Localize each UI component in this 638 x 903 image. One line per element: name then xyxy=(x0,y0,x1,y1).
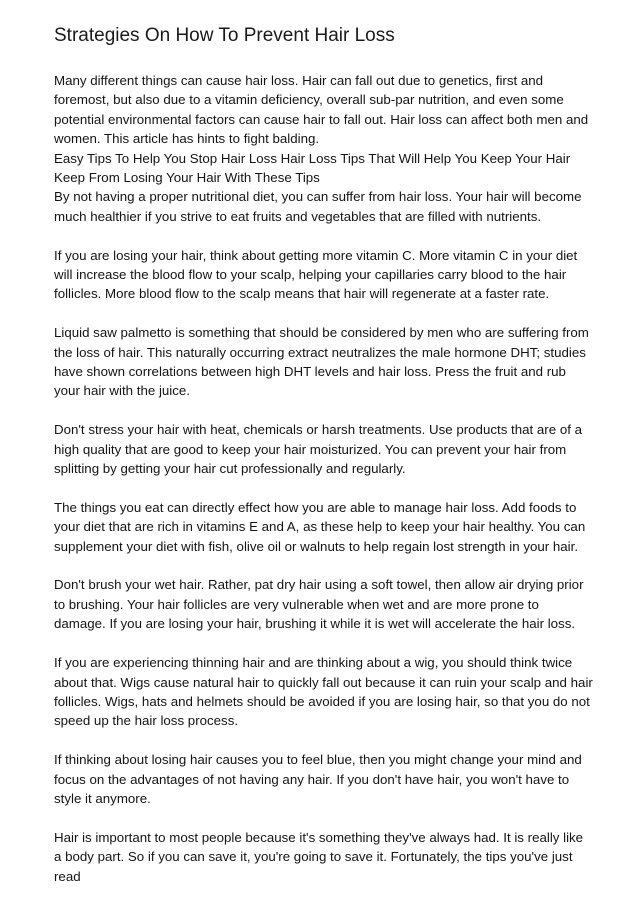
paragraph-gap xyxy=(54,731,594,750)
body-paragraph: Hair is important to most people because it's something they've always had. It is really like a body part. So if you can save it, you're going to save it. Fortunately, the tips you've just read xyxy=(54,829,584,884)
document-title: Strategies On How To Prevent Hair Loss xyxy=(54,25,395,46)
paragraph-gap xyxy=(54,401,594,420)
body-paragraph: The things you eat can directly effect how you are able to manage hair loss. Add foods to your diet that are rich in vitamins E and A, as these help to keep your hair healthy. You can supplement your diet with fish, olive oil or walnuts to help regain lost strength in your hair. xyxy=(54,499,586,554)
paragraph-gap xyxy=(54,226,594,245)
body-paragraph: Don't brush your wet hair. Rather, pat dry hair using a soft towel, then allow air drying prior to brushing. Your hair follicles are very vulnerable when wet and are more prone to damage. If you are losing your hair, brushing it while it is wet will accelerate the hair loss. xyxy=(54,577,584,632)
subheading: Easy Tips To Help You Stop Hair Loss Hair Loss Tips That Will Help You Keep Your Hair Keep From Losing Your Hair With These Tips xyxy=(54,150,571,186)
paragraph-gap xyxy=(54,304,594,323)
paragraph-gap xyxy=(54,634,594,653)
body-paragraph: Liquid saw palmetto is something that should be considered by men who are suffering from the loss of hair. This naturally occurring extract neutralizes the male hormone DHT; studies have shown correlations between high DHT levels and hair loss. Press the fruit and rub your hair with the juice. xyxy=(54,325,589,399)
body-paragraph: By not having a proper nutritional diet, you can suffer from hair loss. Your hair will become much healthier if you strive to eat fruits and vegetables that are filled with nutrients. xyxy=(54,189,582,224)
body-paragraph: If you are losing your hair, think about getting more vitamin C. More vitamin C in your diet will increase the blood flow to your scalp, helping your capillaries carry blood to the hair follicles. More blood flow to the scalp means that hair will regenerate at a faster rate. xyxy=(54,247,578,302)
paragraph-gap xyxy=(54,556,594,575)
document-page xyxy=(54,24,594,886)
body-paragraph: Don't stress your hair with heat, chemicals or harsh treatments. Use products that are of a high quality that are good to keep your hair moisturized. You can prevent your hair from splitting by getting your hair cut professionally and regularly. xyxy=(54,422,582,477)
intro-paragraph: Many different things can cause hair loss. Hair can fall out due to genetics, first and foremost, but also due to a vitamin deficiency, overall sub-par nutrition, and even some potential environmental factors can cause hair to fall out. Hair loss can affect both men and women. This article has hints to fight balding. xyxy=(54,73,589,147)
paragraph-gap xyxy=(54,478,594,497)
body-paragraph: If you are experiencing thinning hair and are thinking about a wig, you should think twice about that. Wigs cause natural hair to quickly fall out because it can ruin your scalp and hair follicles. Wigs, hats and helmets should be avoided if you are losing hair, so that you do not speed up the hair loss process. xyxy=(54,655,593,729)
paragraph-gap xyxy=(54,808,594,827)
body-paragraph: If thinking about losing hair causes you to feel blue, then you might change your mind and focus on the advantages of not having any hair. If you don't have hair, you won't have to style it anymore. xyxy=(54,752,582,806)
